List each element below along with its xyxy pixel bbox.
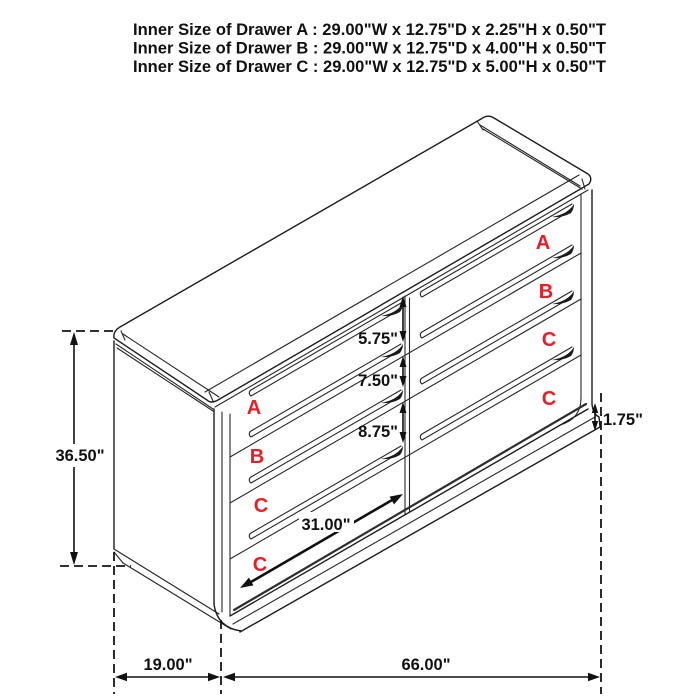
side-bottom-edge [114, 549, 219, 614]
dim-label-drawer-a-height: 5.75" [358, 330, 398, 348]
drawer-letter-labels [247, 232, 556, 576]
dim-31-arrowhead-left [240, 578, 254, 588]
dim-31-arrowhead-right [390, 494, 404, 504]
top-corner-seam-apex [477, 121, 483, 130]
base-mid-line [233, 417, 595, 624]
drawer-a-left-handle-scoop [381, 303, 403, 316]
dim-label-drawer-width: 31.00" [301, 516, 351, 534]
dimension-overall-height [55, 331, 131, 566]
top-rim-right-inner [480, 125, 580, 186]
header [133, 21, 606, 76]
height-arrowhead-up [70, 332, 78, 345]
label-drawer-a-right: A [535, 232, 551, 254]
width-arrowhead-right [588, 673, 600, 681]
top-rim-right-inner2 [483, 129, 582, 189]
base-arrowhead-down [592, 421, 598, 431]
dim-label-overall-depth: 19.00" [143, 656, 193, 674]
label-drawer-c2-left: C [252, 554, 268, 576]
top-slab-front-bottom [215, 190, 588, 407]
top-rim-front-inner [205, 175, 579, 392]
height-arrowhead-down [70, 552, 78, 565]
drawer-a-right-handle-scoop [552, 204, 574, 217]
dresser-top-panel [114, 116, 591, 409]
top-corner-seam-front-left [209, 392, 213, 401]
header-line-drawer-b: Inner Size of Drawer B : 29.00"W x 12.75"D x 4.00"H x 0.50"T [133, 39, 606, 58]
dim-label-overall-height: 36.50" [55, 447, 105, 465]
dresser-side-panel [114, 341, 241, 631]
dim-label-drawer-c-height: 8.75" [358, 423, 398, 441]
label-drawer-c1-left: C [253, 495, 269, 517]
header-line-drawer-a: Inner Size of Drawer A : 29.00"W x 12.75"D x 2.25"H x 0.50"T [133, 21, 606, 39]
top-slab-left-bottom [116, 344, 213, 409]
dim-label-drawer-b-height: 7.50" [358, 372, 398, 390]
drawer-c1-right-handle-scoop [552, 291, 574, 304]
header-line-drawer-c: Inner Size of Drawer C : 29.00"W x 12.75"D x 5.00"H x 0.50"T [133, 58, 606, 76]
dim-label-base-height: 1.75" [603, 411, 643, 429]
depth-arrowhead-left [115, 673, 127, 681]
drawer-c2-left-handle-scoop [381, 446, 403, 459]
dimension-drawer-heights [358, 296, 406, 443]
label-drawer-c2-right: C [541, 388, 557, 410]
right-stile-outer [592, 190, 600, 427]
drawer-b-right-handle-scoop [552, 245, 574, 258]
top-panel-outline [114, 116, 591, 402]
label-drawer-b-right: B [538, 281, 554, 303]
label-drawer-b-left: B [249, 446, 265, 468]
label-drawer-a-left: A [246, 397, 262, 419]
label-drawer-c1-right: C [541, 329, 557, 351]
side-base-band [123, 563, 231, 629]
width-arrowhead-left [223, 673, 235, 681]
dim-label-overall-width: 66.00" [401, 656, 451, 674]
side-top-edge [117, 348, 213, 411]
top-rim-left-inner [123, 334, 219, 397]
depth-arrowhead-right [208, 673, 220, 681]
drawer-c1-left-handle-scoop [381, 390, 403, 403]
